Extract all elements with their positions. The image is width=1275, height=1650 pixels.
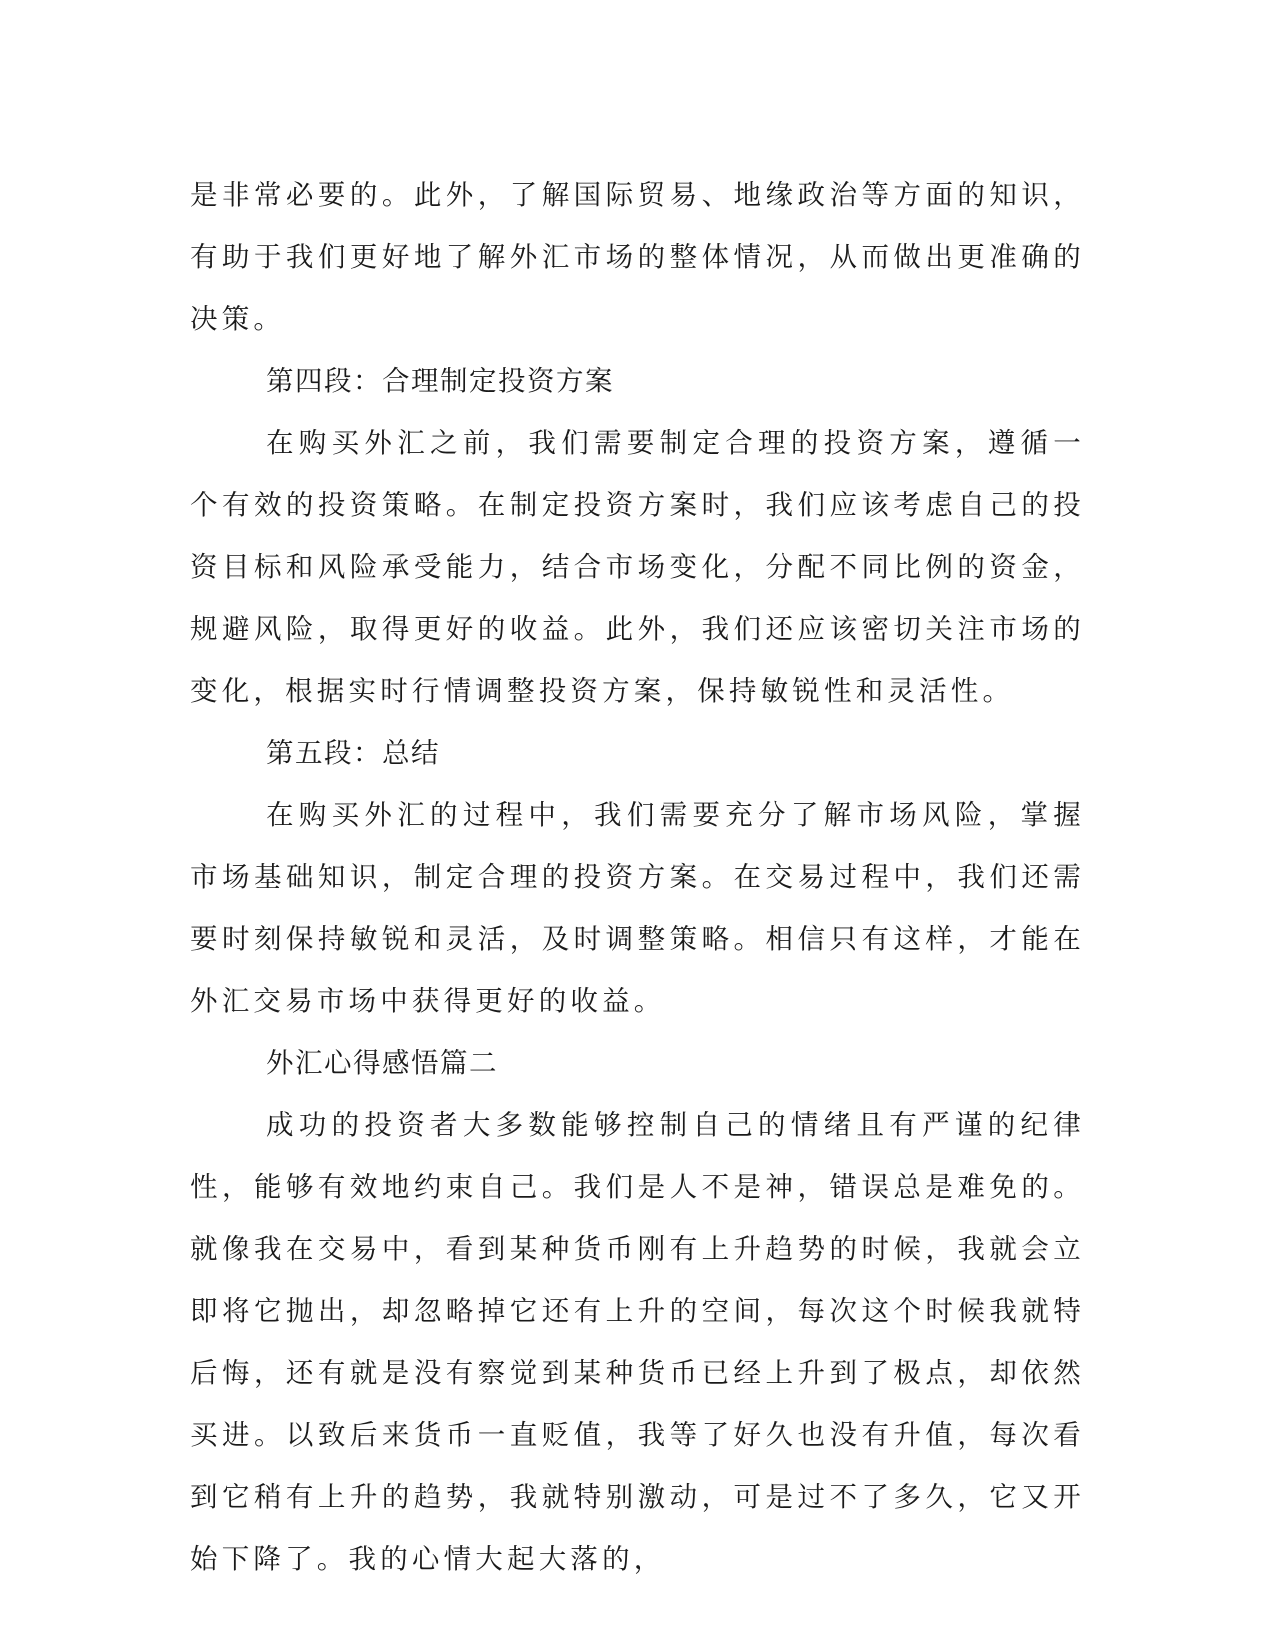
article-two-title: 外汇心得感悟篇二 — [266, 1047, 498, 1079]
section-four-heading: 第四段：合理制定投资方案 — [266, 365, 614, 397]
section-five-paragraph: 在购买外汇的过程中，我们需要充分了解市场风险，掌握市场基础知识，制定合理的投资方案。在交易过程中，我们还需要时刻保持敏锐和灵活，及时调整策略。相信只有这样，才能在外汇交易市场中获得更好的收益。 — [190, 799, 1085, 1017]
continuation-paragraph: 是非常必要的。此外，了解国际贸易、地缘政治等方面的知识，有助于我们更好地了解外汇市场的整体情况，从而做出更准确的决策。 — [190, 179, 1085, 335]
section-five-heading: 第五段：总结 — [266, 737, 440, 769]
document-body — [190, 164, 1085, 1590]
article-two-paragraph: 成功的投资者大多数能够控制自己的情绪且有严谨的纪律性，能够有效地约束自己。我们是人不是神，错误总是难免的。就像我在交易中，看到某种货币刚有上升趋势的时候，我就会立即将它抛出，却忽略掉它还有上升的空间，每次这个时候我就特后悔，还有就是没有察觉到某种货币已经上升到了极点，却依然买进。以致后来货币一直贬值，我等了好久也没有升值，每次看到它稍有上升的趋势，我就特别激动，可是过不了多久，它又开始下降了。我的心情大起大落的， — [190, 1109, 1085, 1575]
section-four-paragraph: 在购买外汇之前，我们需要制定合理的投资方案，遵循一个有效的投资策略。在制定投资方案时，我们应该考虑自己的投资目标和风险承受能力，结合市场变化，分配不同比例的资金，规避风险，取得更好的收益。此外，我们还应该密切关注市场的变化，根据实时行情调整投资方案，保持敏锐性和灵活性。 — [190, 427, 1085, 707]
